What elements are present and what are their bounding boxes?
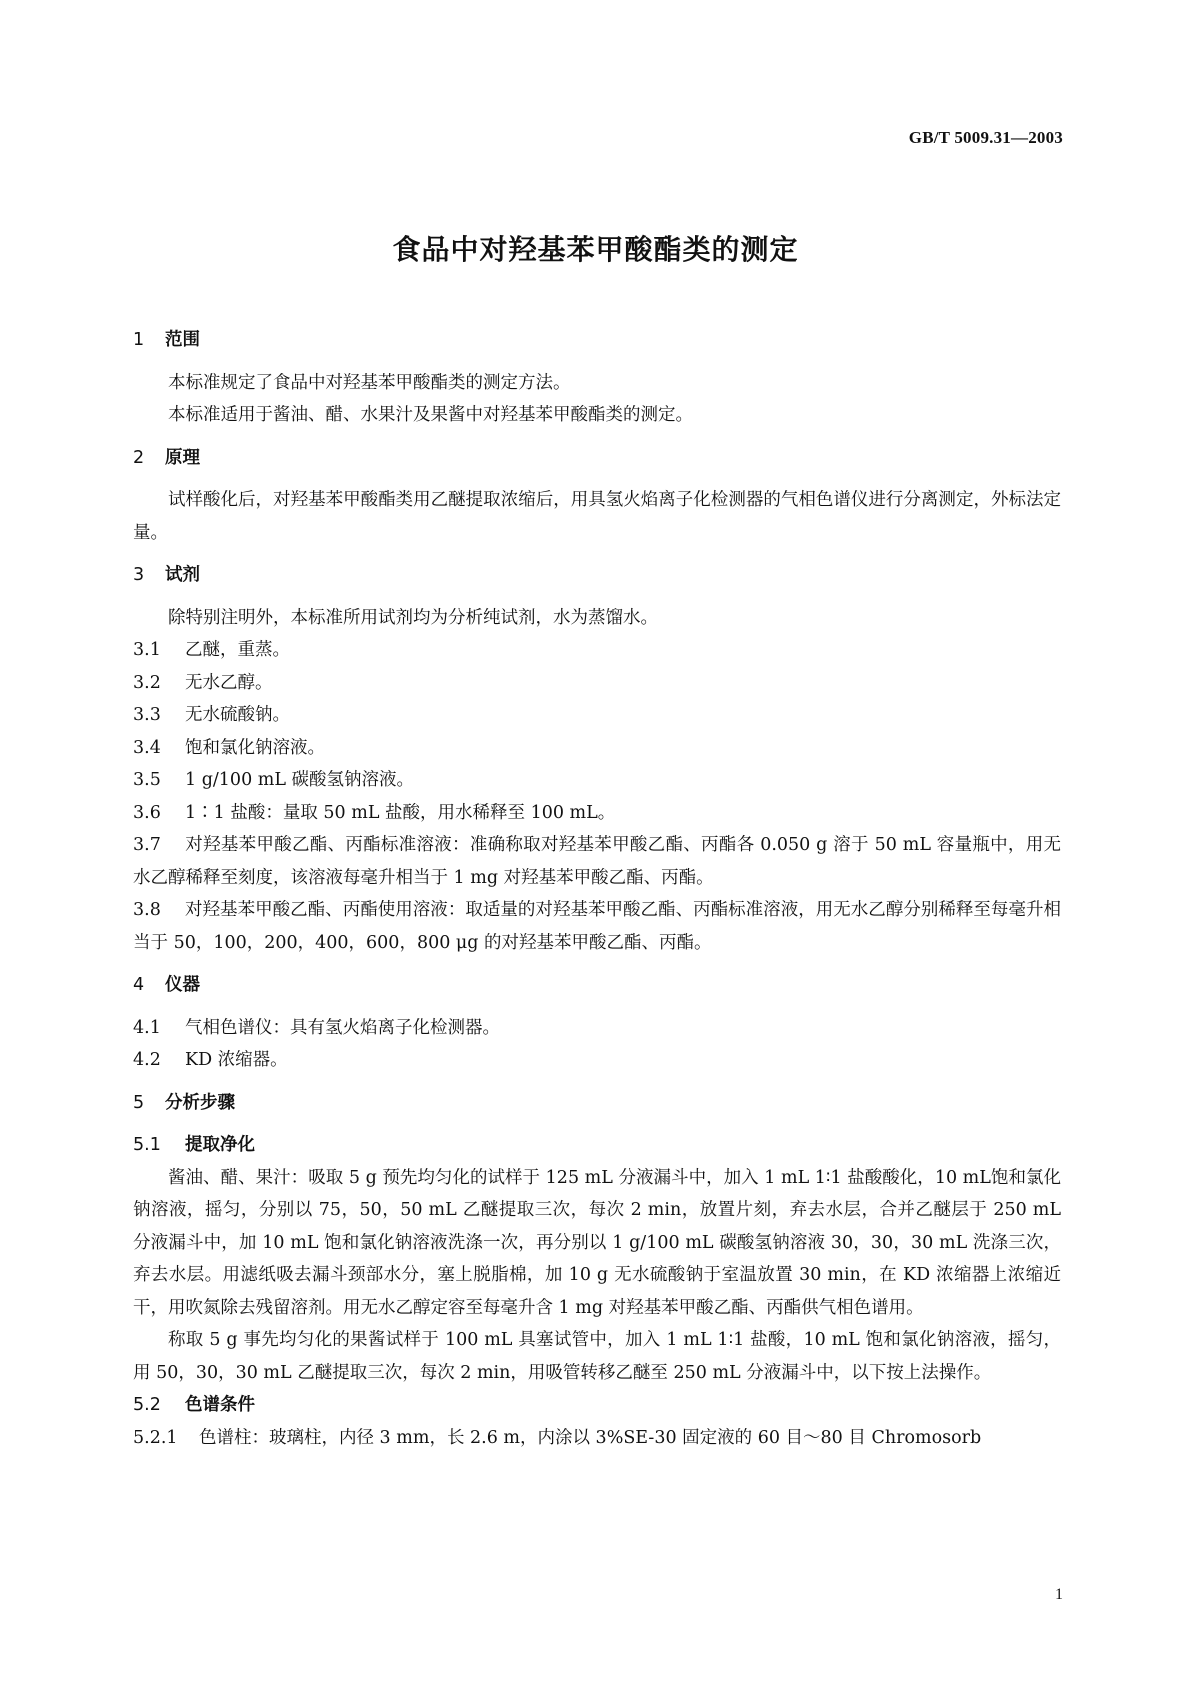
list-item: 3.5 1 g/100 mL 碳酸氢钠溶液。 — [133, 770, 415, 790]
document-body — [133, 324, 1061, 1454]
document-title: 食品中对羟基苯甲酸酯类的测定 — [392, 233, 799, 266]
page-number: 1 — [1055, 1586, 1063, 1603]
section-heading-1: 1 范围 — [133, 330, 200, 350]
list-item: 3.3 无水硫酸钠。 — [133, 705, 290, 725]
paragraph: 称取 5 g 事先均匀化的果酱试样于 100 mL 具塞试管中，加入 1 mL 1∶1 盐酸，10 mL 饱和氯化钠溶液，摇匀，用 50，30，30 mL 乙醚提取三次，每次 2 min，用吸管转移乙醚至 250 mL 分液漏斗中，以下按上法操作。 — [133, 1330, 1061, 1383]
standard-code: GB/T 5009.31—2003 — [908, 128, 1063, 147]
paragraph: 本标准适用于酱油、醋、水果汁及果酱中对羟基苯甲酸酯类的测定。 — [168, 405, 693, 425]
list-item: 3.8 对羟基苯甲酸乙酯、丙酯使用溶液：取适量的对羟基苯甲酸乙酯、丙酯标准溶液，用无水乙醇分别稀释至每毫升相当于 50，100，200，400，600，800 μg 的对羟基苯甲酸乙酯、丙酯。 — [133, 900, 1061, 953]
section-heading-5: 5 分析步骤 — [133, 1092, 235, 1113]
paragraph: 酱油、醋、果汁：吸取 5 g 预先均匀化的试样于 125 mL 分液漏斗中，加入 1 mL 1∶1 盐酸酸化，10 mL饱和氯化钠溶液，摇匀，分别以 75，50，50 mL 乙醚提取三次，每次 2 min，放置片刻，弃去水层，合并乙醚层于 250 mL 分液漏斗中，加 10 mL 饱和氯化钠溶液洗涤一次，再分别以 1 g/100 mL 碳酸氢钠溶液 30，30，30 mL 洗涤三次，弃去水层。用滤纸吸去漏斗颈部水分，塞上脱脂棉，加 10 g 无水硫酸钠于室温放置 30 min，在 KD 浓缩器上浓缩近干，用吹氮除去残留溶剂。用无水乙醇定容至每毫升含 1 mg 对羟基苯甲酸乙酯、丙酯供气相色谱用。 — [133, 1167, 1061, 1318]
list-item: 3.7 对羟基苯甲酸乙酯、丙酯标准溶液：准确称取对羟基苯甲酸乙酯、丙酯各 0.050 g 溶于 50 mL 容量瓶中，用无水乙醇稀释至刻度，该溶液每毫升相当于 1 mg 对羟基苯甲酸乙酯、丙酯。 — [133, 835, 1061, 888]
subsection-heading-5-1: 5.1 提取净化 — [133, 1135, 255, 1155]
section-heading-4: 4 仪器 — [133, 975, 200, 995]
list-item: 5.2.1 色谱柱：玻璃柱，内径 3 mm，长 2.6 m，内涂以 3%SE-30 固定液的 60 目～80 目 Chromosorb — [133, 1427, 982, 1448]
paragraph: 本标准规定了食品中对羟基苯甲酸酯类的测定方法。 — [168, 372, 571, 393]
section-heading-2: 2 原理 — [133, 447, 200, 468]
paragraph: 试样酸化后，对羟基苯甲酸酯类用乙醚提取浓缩后，用具氢火焰离子化检测器的气相色谱仪进行分离测定，外标法定量。 — [133, 490, 1061, 543]
subsection-heading-5-2: 5.2 色谱条件 — [133, 1395, 255, 1415]
list-item: 4.2 KD 浓缩器。 — [133, 1050, 288, 1070]
paragraph: 除特别注明外，本标准所用试剂均为分析纯试剂，水为蒸馏水。 — [168, 607, 658, 628]
list-item: 3.6 1∶1 盐酸：量取 50 mL 盐酸，用水稀释至 100 mL。 — [133, 802, 616, 823]
section-heading-3: 3 试剂 — [133, 565, 200, 585]
list-item: 3.1 乙醚，重蒸。 — [133, 640, 290, 660]
list-item: 3.4 饱和氯化钠溶液。 — [133, 737, 325, 758]
list-item: 4.1 气相色谱仪：具有氢火焰离子化检测器。 — [133, 1017, 500, 1038]
list-item: 3.2 无水乙醇。 — [133, 672, 273, 693]
